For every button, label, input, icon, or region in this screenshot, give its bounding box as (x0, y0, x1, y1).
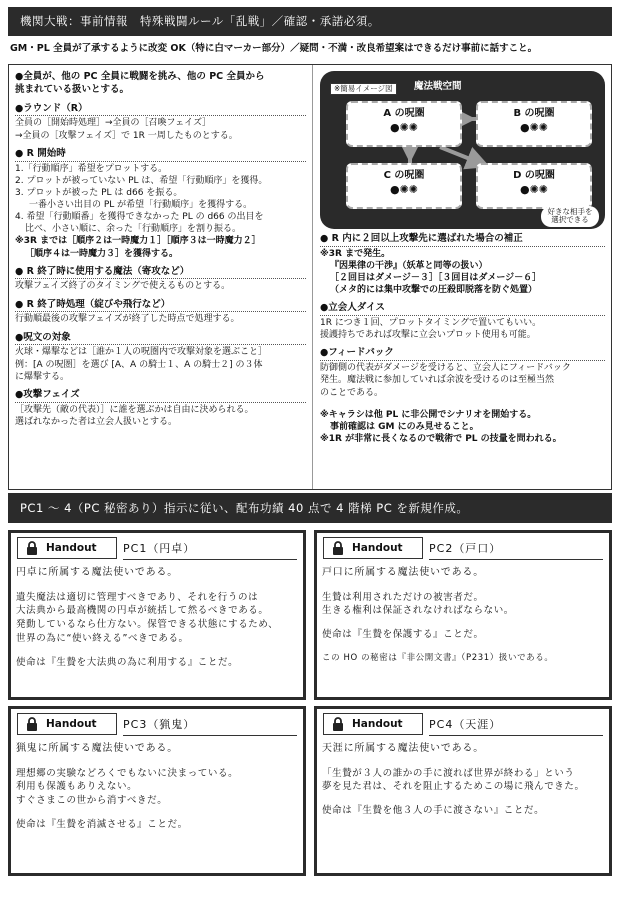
intro-line: 挑まれている扱いとする。 (15, 83, 130, 95)
spell-target-title: ●呪文の対象 (15, 332, 306, 346)
handout-tab-label: Handout (46, 718, 97, 730)
handout-lead: 天涯に所属する魔法使いである。 (322, 743, 484, 754)
r-end-magic-section (15, 266, 306, 293)
handout-pc3 (8, 706, 306, 876)
curse-label: B の呪圏 (513, 108, 555, 119)
r-start-section (15, 148, 306, 260)
feedback-title: ●フィードバック (320, 347, 605, 361)
r-start-bonus-line: ［順序４は一時魔力３］を獲得する。 (25, 248, 179, 259)
handout-divider (123, 735, 297, 736)
handout-tab (17, 713, 117, 735)
intro-line: ●全員が、他の PC 全員に戦闘を挑み、他の PC 全員から (15, 71, 265, 82)
correction-line: 『因果律の干渉』（妖革と同等の扱い） (330, 260, 488, 271)
closing-note: 事前確認は GM にのみ見せること。 (330, 421, 479, 432)
curse-label: D の呪圏 (513, 170, 555, 181)
round-line: →全員の［攻撃フェイズ］で 1R 一周したものとする。 (15, 130, 238, 141)
diagram-note: 好きな相手を選択できる (541, 206, 599, 227)
figure-icon: ●✺✺ (389, 182, 419, 196)
figure-icon: ●✺✺ (519, 182, 549, 196)
handout-card (11, 709, 303, 873)
handout-body (322, 566, 604, 664)
attack-phase-section (15, 389, 306, 428)
rules-left-column (9, 65, 313, 489)
handout-pc1 (8, 530, 306, 700)
handout-pc-name: PC2（戸口） (429, 542, 502, 555)
rules-right-column (313, 65, 611, 489)
correction-line: （メタ的には集中攻撃での圧殺即脱落を防ぐ処置） (330, 285, 538, 296)
handout-pc4 (314, 706, 612, 876)
handout-pc-name: PC3（猟鬼） (123, 718, 196, 731)
r-start-line: 3. プロットが被った PL は d66 を振る。 (15, 187, 183, 198)
notice-line: GM・PL 全員が了承するように改変 OK（特に白マーカー部分）／疑問・不満・改良希望案はできるだけ事前に話すこと。 (10, 43, 538, 54)
correction-line: ［２回目はダメージ－３］［３回目はダメージ－６］ (330, 273, 542, 284)
handout-line: すぐさまこの世から消すべきだ。 (16, 795, 168, 807)
spell-target-line: に爆撃する。 (15, 371, 70, 382)
handout-body (16, 742, 298, 832)
handout-tab-label: Handout (352, 542, 403, 554)
pc-creation-banner: PC1 ～ 4（PC 秘密あり）指示に従い、配布功績 40 点で 4 階梯 PC を新規作成。 (8, 493, 612, 523)
correction-section (320, 233, 605, 296)
handout-tab (323, 713, 423, 735)
r-start-line: 一番小さい出目の PL が希望「行動順序」を獲得する。 (29, 199, 253, 210)
closing-note: ※キャラシは他 PL に非公開でシナリオを開始する。 (320, 409, 537, 420)
handout-header (317, 533, 609, 561)
lock-icon (332, 541, 344, 555)
handout-pc-name: PC1（円卓） (123, 542, 196, 555)
witness-dice-line: 1R につき１回、プロットタイミングで置いてもいい。 (320, 318, 542, 329)
lock-icon (26, 717, 38, 731)
curse-label: C の呪圏 (383, 170, 425, 181)
diagram-tag: ※簡易イメージ図 (330, 83, 397, 95)
r-start-title: ● R 開始時 (15, 148, 306, 162)
curse-zone-a (346, 101, 462, 147)
handout-mission: 使命は『生贄を消滅させる』ことだ。 (16, 818, 188, 830)
handout-mission: 使命は『生贄を他３人の手に渡さない』ことだ。 (322, 805, 545, 817)
witness-dice-line: 援護持ちであれば攻撃に立会いプロット使用も可能。 (320, 330, 536, 341)
handout-header (11, 533, 303, 561)
curse-label: A の呪圏 (383, 108, 425, 119)
r-end-magic-title: ● R 終了時に使用する魔法（寄攻など） (15, 266, 306, 280)
handout-card (11, 533, 303, 697)
feedback-line: 発生。魔法戦に参加していれば余波を受けるのは至極当然 (320, 375, 555, 386)
figure-icon: ●✺✺ (519, 120, 549, 134)
handout-line: 理想郷の実験などろくでもないに決まっている。 (16, 767, 239, 779)
handout-line: 大法典から最高機関の円卓が統括して然るべきである。 (16, 605, 269, 617)
intro-section (15, 71, 306, 97)
handout-card (317, 533, 609, 697)
curse-zone-c (346, 163, 462, 209)
handout-divider (429, 559, 603, 560)
battle-space-diagram (320, 71, 605, 229)
handout-tab (17, 537, 117, 559)
r-end-magic-line: 攻撃フェイズ終了のタイミングで使えるものとする。 (15, 281, 231, 292)
feedback-line: 防御側の代表がダメージを受けると、立会人にフィードバック (320, 363, 571, 374)
r-start-line: 2. プロットが被っていない PL は、希望「行動順序」を獲得。 (15, 175, 268, 186)
r-end-process-section (15, 299, 306, 326)
spell-target-section (15, 332, 306, 383)
attack-phase-line: ［攻撃先（敵の代表）］に誰を選ぶかは自由に決められる。 (15, 404, 254, 415)
handout-lead: 猟鬼に所属する魔法使いである。 (16, 743, 178, 754)
round-section (15, 103, 306, 142)
curse-zone-b (476, 101, 592, 147)
witness-dice-section (320, 302, 605, 341)
handout-pc-name: PC4（天涯） (429, 718, 502, 731)
handout-lead: 円卓に所属する魔法使いである。 (16, 567, 178, 578)
handout-secret-note: この HO の秘密は『非公開文書』（P231）扱いである。 (322, 652, 554, 663)
handout-tab-label: Handout (352, 718, 403, 730)
attack-phase-title: ●攻撃フェイズ (15, 389, 306, 403)
handout-pc2 (314, 530, 612, 700)
handout-divider (429, 735, 603, 736)
handout-body (322, 742, 604, 818)
handout-divider (123, 559, 297, 560)
diagram-title: 魔法戦空間 (414, 81, 462, 92)
r-end-process-line: 行動順最後の攻撃フェイズが終了した時点で処理する。 (15, 314, 240, 325)
handout-line: 遺失魔法は適切に管理すべきであり、それを行うのは (16, 591, 259, 603)
handout-line: 発動しているなら仕方ない。保管できる状態にするため、 (16, 619, 279, 631)
handout-mission: 使命は『生贄を大法典の為に利用する』ことだ。 (16, 656, 239, 668)
handout-line: 「生贄が３人の誰かの手に渡れば世界が終わる」という (322, 767, 575, 779)
handout-line: 利用も保護もありえない。 (16, 781, 138, 793)
correction-line: ※3R まで発生。 (320, 248, 391, 259)
top-banner: 機関大戦：事前情報 特殊戦闘ルール「乱戦」／確認・承諾必須。 (8, 7, 612, 36)
handout-line: 生贄は利用されただけの被害者だ。 (322, 591, 484, 603)
r-end-process-title: ● R 終了時処理（綻びや飛行など） (15, 299, 306, 313)
handout-header (11, 709, 303, 737)
handout-header (317, 709, 609, 737)
witness-dice-title: ●立会人ダイス (320, 302, 605, 316)
attack-phase-line: 選ばれなかった者は立会人扱いとする。 (15, 416, 178, 427)
correction-title: ● R 内に２回以上攻撃先に選ばれた場合の補正 (320, 233, 605, 247)
feedback-line: のことである。 (320, 387, 384, 398)
feedback-section (320, 347, 605, 398)
lock-icon (26, 541, 38, 555)
r-start-line: 4. 希望「行動順番」を獲得できなかった PL の d66 の出目を (15, 212, 264, 223)
spell-target-line: 火球・爆撃などは［誰か１人の呪圏内で攻撃対象を選ぶこと］ (15, 347, 268, 358)
figure-icon: ●✺✺ (389, 120, 419, 134)
closing-note: ※1R が非常に長くなるので戦術で PL の技量を問われる。 (320, 433, 562, 444)
handout-lead: 戸口に所属する魔法使いである。 (322, 567, 484, 578)
handout-card (317, 709, 609, 873)
spell-target-line: 例：[A の呪圏］を選び [A、A の騎士１、A の騎士２] の３体 (15, 359, 263, 370)
lock-icon (332, 717, 344, 731)
closing-notes (320, 409, 605, 445)
handout-line: 世界の為に“使い終える”べきである。 (16, 632, 189, 644)
handout-line: 夢を見た君は、それを阻止するためこの場に飛んできた。 (322, 781, 585, 793)
handout-body (16, 566, 298, 669)
r-start-bonus-line: ※3R までは［順序２は一時魔力１］［順序３は一時魔力２］ (15, 236, 261, 247)
handout-tab (323, 537, 423, 559)
handout-tab-label: Handout (46, 542, 97, 554)
r-start-line: 1.「行動順序」希望をプロットする。 (15, 163, 168, 174)
r-start-line: 比べ、小さい順に、余った「行動順序」を割り振る。 (25, 224, 242, 235)
curse-zone-d (476, 163, 592, 209)
rules-box (8, 64, 612, 490)
handout-line: 生きる権利は保証されなければならない。 (322, 605, 514, 617)
round-line: 全員の［開始時処理］→全員の［召喚フェイズ］ (15, 118, 212, 129)
round-title: ●ラウンド（R） (15, 103, 306, 117)
handout-mission: 使命は『生贄を保護する』ことだ。 (322, 629, 484, 641)
